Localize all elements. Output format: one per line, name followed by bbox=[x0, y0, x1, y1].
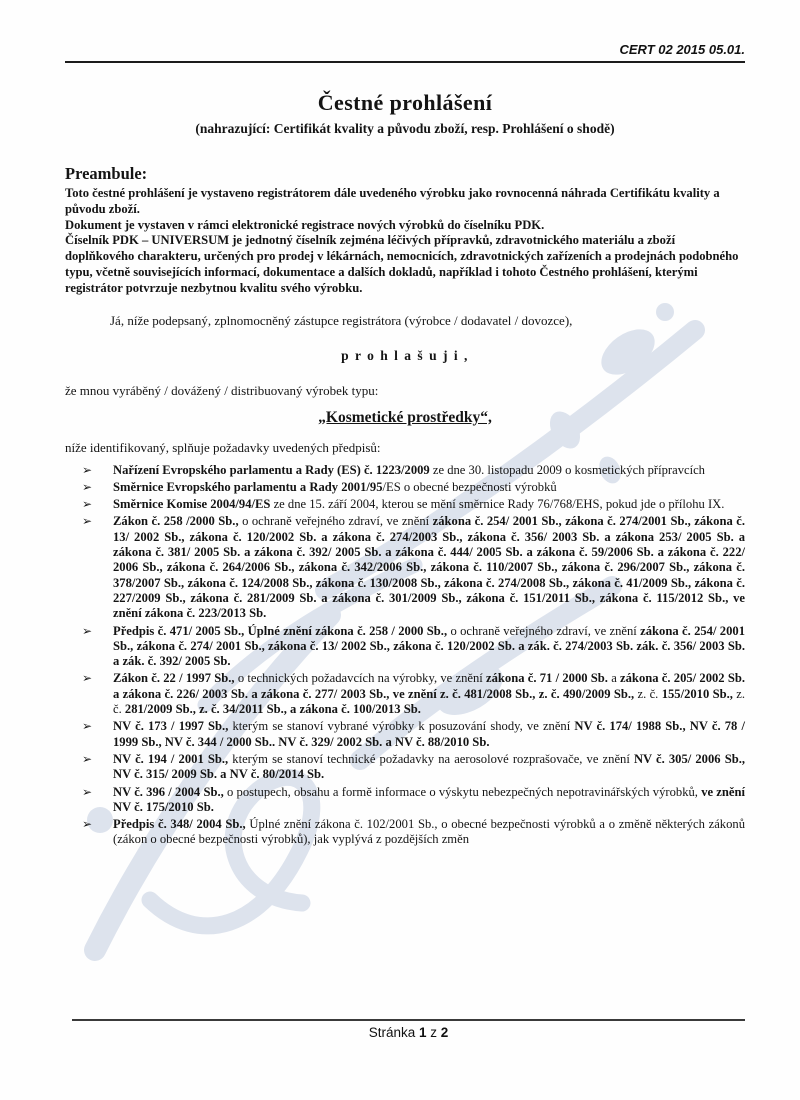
text-segment: ze dne 15. září 2004, kterou se mění směrnice Rady 76/768/EHS, pokud jde o přílohu IX. bbox=[270, 497, 725, 512]
regulations-list bbox=[82, 462, 746, 848]
product-name: „Kosmetické prostředky“, bbox=[318, 408, 492, 426]
regulation-item bbox=[82, 623, 745, 670]
text-segment: Zákon č. 258 /2000 Sb., bbox=[113, 514, 239, 529]
regulation-item bbox=[82, 671, 746, 717]
preamble-heading: Preambule: bbox=[65, 164, 148, 183]
product-type-intro: že mnou vyráběný / dovážený / distribuovaný výrobek typu: bbox=[65, 382, 379, 398]
header-code: CERT 02 2015 05.01. bbox=[619, 42, 745, 57]
text-segment: Směrnice Komise 2004/94/ES bbox=[113, 497, 271, 512]
text-segment: 2 bbox=[440, 1025, 449, 1040]
bullet-arrow-icon: ➢ bbox=[82, 514, 93, 529]
bullet-arrow-icon: ➢ bbox=[82, 479, 93, 494]
regulation-item bbox=[82, 751, 745, 783]
bullet-arrow-icon: ➢ bbox=[82, 497, 93, 512]
text-segment: Nařízení Evropského parlamentu a Rady (ES) č. 1223/2009 bbox=[113, 462, 430, 477]
regulation-item bbox=[82, 514, 745, 621]
page-footer bbox=[72, 1019, 745, 1040]
bullet-arrow-icon: ➢ bbox=[82, 623, 93, 638]
text-segment: Předpis č. 348/ 2004 Sb., bbox=[113, 817, 246, 832]
compliance-intro: níže identifikovaný, splňuje požadavky uvedených předpisů: bbox=[65, 439, 381, 455]
declaration-intro: Já, níže podepsaný, zplnomocněný zástupce registrátora (výrobce / dodavatel / dovozce), bbox=[110, 312, 573, 328]
text-segment: NV č. 174/ 1988 Sb., NV č. 78 / 1999 Sb., NV č. 344 / 2000 Sb.. NV č. 329/ 2002 Sb. a NV č. 88/2010 Sb. bbox=[113, 719, 746, 749]
text-segment: z. č. bbox=[634, 686, 662, 701]
text-segment: o postupech, obsahu a formě informace o výskytu nebezpečných nepotravinářských výrobků, bbox=[223, 784, 702, 799]
regulation-item bbox=[82, 817, 745, 848]
declaration-verb: p r o h l a š u j i , bbox=[341, 347, 469, 363]
text-segment: a bbox=[607, 671, 621, 686]
text-segment: /ES o obecné bezpečnosti výrobků bbox=[382, 479, 557, 494]
text-segment: o ochraně veřejného zdraví, ve znění bbox=[238, 514, 433, 529]
text-segment: Směrnice Evropského parlamentu a Rady 2001/95 bbox=[113, 479, 383, 494]
text-segment: o ochraně veřejného zdraví, ve znění bbox=[447, 623, 641, 638]
text-segment: ze dne 30. listopadu 2009 o kosmetických přípravcích bbox=[429, 462, 705, 477]
bullet-arrow-icon: ➢ bbox=[82, 671, 93, 686]
text-segment: Zákon č. 22 / 1997 Sb., bbox=[113, 671, 235, 686]
bullet-arrow-icon: ➢ bbox=[82, 784, 93, 799]
text-segment: zákona č. 71 / 2000 Sb. bbox=[486, 671, 608, 686]
regulation-item bbox=[82, 719, 746, 750]
text-segment: NV č. 173 / 1997 Sb., bbox=[113, 719, 229, 734]
text-segment: Úplné znění zákona č. 102/2001 Sb., o obecné bezpečnosti výrobků a o změně některých zákonů (zákon o obecné bezpečnosti výrobků), jak vyplývá z pozdějších změn bbox=[113, 817, 745, 847]
text-segment: z bbox=[426, 1025, 441, 1040]
text-segment: Stránka bbox=[368, 1025, 419, 1040]
bullet-arrow-icon: ➢ bbox=[82, 817, 93, 832]
text-segment: kterým se stanoví vybrané výrobky k posuzování shody, ve znění bbox=[228, 719, 575, 734]
text-segment: 281/2009 Sb., z. č. 34/2011 Sb., a zákona č. 100/2013 Sb. bbox=[124, 702, 421, 717]
regulation-item bbox=[82, 497, 745, 512]
text-segment: 1 bbox=[418, 1025, 427, 1040]
preamble-paragraph: Dokument je vystaven v rámci elektronické registrace nových výrobků do číselníku PDK. bbox=[65, 217, 545, 232]
page-title: Čestné prohlášení bbox=[317, 90, 493, 115]
text-segment: ve znění NV č. 175/2010 Sb. bbox=[113, 784, 745, 814]
bullet-arrow-icon: ➢ bbox=[82, 462, 93, 477]
preamble-paragraph: Toto čestné prohlášení je vystaveno registrátorem dále uvedeného výrobku jako rovnocenná náhrada Certifikátu kvality a původu zboží. bbox=[65, 186, 720, 216]
text-segment: zákona č. 254/ 2001 Sb., zákona č. 274/2001 Sb., zákona č. 13/ 2002 Sb., zákona č. 120/2002 Sb. a zákona č. 274/2003 Sb., zákona č. 356/ 2003 Sb. a zákona 253/ 2005 Sb. a zákona č. 381/ 2005 Sb. a zákona č. 392/ 2005 Sb. a zákona č. 444/ 2005 Sb. a zákona č. 59/2006 Sb. a zákona č. 222/ 2006 Sb., zákona č. 264/2006 Sb., zákona č. 342/2006 Sb., zákona č. 110/2007 Sb., zákona č. 296/2007 Sb., zákona č. 378/2007 Sb., zákona č. 124/2008 Sb., zákona č. 130/2008 Sb., zákona č. 274/2008 Sb., zákona č. 41/2009 Sb., zákona č. 227/2009 Sb., zákona č. 281/2009 Sb. a zákona č. 301/2009 Sb., zákona č. 151/2011 Sb., zákona č. 115/2012 Sb., ve znění zákona č. 223/2013 Sb. bbox=[113, 514, 745, 621]
text-segment: NV č. 194 / 2001 Sb., bbox=[113, 751, 229, 766]
regulation-item bbox=[82, 479, 745, 495]
text-segment: Předpis č. 471/ 2005 Sb., Úplné znění zákona č. 258 / 2000 Sb., bbox=[113, 623, 448, 638]
bullet-arrow-icon: ➢ bbox=[82, 751, 93, 766]
header-rule bbox=[65, 61, 745, 63]
regulation-item bbox=[82, 462, 745, 478]
text-segment: z. č. bbox=[113, 686, 746, 717]
text-segment: NV č. 305/ 2006 Sb., NV č. 315/ 2009 Sb. a NV č. 80/2014 Sb. bbox=[113, 751, 745, 782]
text-segment: o technických požadavcích na výrobky, ve znění bbox=[234, 671, 487, 686]
regulation-item bbox=[82, 784, 745, 816]
text-segment: kterým se stanoví technické požadavky na aerosolové rozprašovače, ve znění bbox=[228, 751, 634, 766]
text-segment: zákona č. 254/ 2001 Sb., zákona č. 274/ 2001 Sb., zákona č. 13/ 2002 Sb., zákona č. 120/2002 Sb. a zák. č. 274/2003 Sb. zák. č. 356/ 2003 Sb. a zák. č. 392/ 2005 Sb. bbox=[113, 623, 745, 669]
text-segment: zákona č. 205/ 2002 Sb. a zákona č. 226/ 2003 Sb. a zákona č. 277/ 2003 Sb., ve znění z. č. 481/2008 Sb., z. č. 490/2009 Sb., bbox=[113, 671, 746, 701]
text-segment: 155/2010 Sb., bbox=[661, 686, 733, 701]
preamble-paragraph: Číselník PDK – UNIVERSUM je jednotný číselník zejména léčivých přípravků, zdravotnického materiálu a zboží doplňkového charakteru, určených pro prodej v lékárnách, nemocnicích, zdravotnických zařízeních a prodejnách podobného typu, včetně souvisejících informací, dokumentace a dalších dokladů, například i tohoto Čestného prohlášení, kterými registrátor potvrzuje nezbytnou kvalitu svého výrobku. bbox=[65, 233, 739, 295]
page-subtitle: (nahrazující: Certifikát kvality a původu zboží, resp. Prohlášení o shodě) bbox=[195, 121, 615, 136]
bullet-arrow-icon: ➢ bbox=[82, 719, 93, 734]
page-number-label bbox=[72, 1025, 745, 1040]
footer-rule bbox=[72, 1019, 745, 1021]
text-segment: NV č. 396 / 2004 Sb., bbox=[113, 784, 224, 799]
